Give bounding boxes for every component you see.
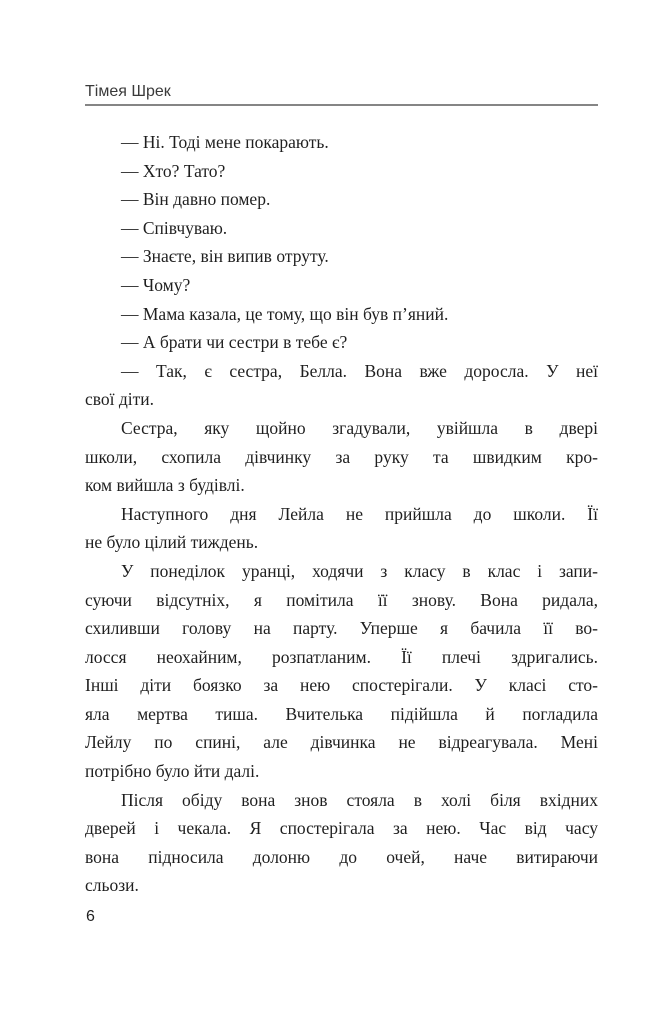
- text-line: Після обіду вона знов стояла в холі біля вхідних: [121, 789, 598, 810]
- text-line: суючи відсутніх, я помітила її знову. Вона ридала,: [85, 589, 598, 610]
- text-line: — Він давно помер.: [121, 189, 271, 210]
- text-line: вона підносила долоню до очей, наче витираючи: [85, 846, 598, 867]
- text-line: — Чому?: [121, 274, 191, 295]
- text-line: ком вийшла з будівлі.: [85, 475, 245, 496]
- text-line: — Хто? Тато?: [121, 160, 226, 181]
- text-line: яла мертва тиша. Вчителька підійшла й погладила: [85, 703, 598, 724]
- text-line: У понеділок уранці, ходячи з класу в клас і запи-: [121, 560, 598, 581]
- text-line: — Мама казала, це тому, що він був п’яний.: [121, 303, 449, 324]
- page-number: 6: [86, 908, 95, 925]
- text-line: — Співчуваю.: [121, 217, 228, 238]
- text-line: лосся неохайним, розпатланим. Її плечі здригались.: [85, 646, 598, 667]
- text-line: — Ні. Тоді мене покарають.: [121, 132, 329, 152]
- text-line: не було цілий тиждень.: [85, 532, 259, 553]
- text-line: дверей і чекала. Я спостерігала за нею. Час від часу: [85, 818, 598, 839]
- text-line: схиливши голову на парту. Уперше я бачила її во-: [85, 618, 598, 639]
- text-line: свої діти.: [85, 389, 155, 410]
- text-line: школи, схопила дівчинку за руку та швидким кро-: [85, 446, 598, 467]
- running-header-author: Тімея Шрек: [85, 83, 598, 106]
- text-line: — Знаєте, він випив отруту.: [121, 246, 329, 267]
- body-text-block: [85, 128, 598, 900]
- text-line: — А брати чи сестри в тебе є?: [121, 332, 348, 353]
- text-line: Наступного дня Лейла не прийшла до школи. Її: [121, 503, 598, 524]
- text-line: Інші діти боязко за нею спостерігали. У класі сто-: [85, 675, 598, 696]
- text-line: потрібно було йти далі.: [85, 761, 260, 782]
- text-line: сльози.: [85, 875, 139, 896]
- text-line: Лейлу по спині, але дівчинка не відреагувала. Мені: [85, 732, 598, 753]
- text-line: Сестра, яку щойно згадували, увійшла в двері: [121, 417, 598, 438]
- text-line: — Так, є сестра, Белла. Вона вже доросла. У неї: [121, 360, 598, 381]
